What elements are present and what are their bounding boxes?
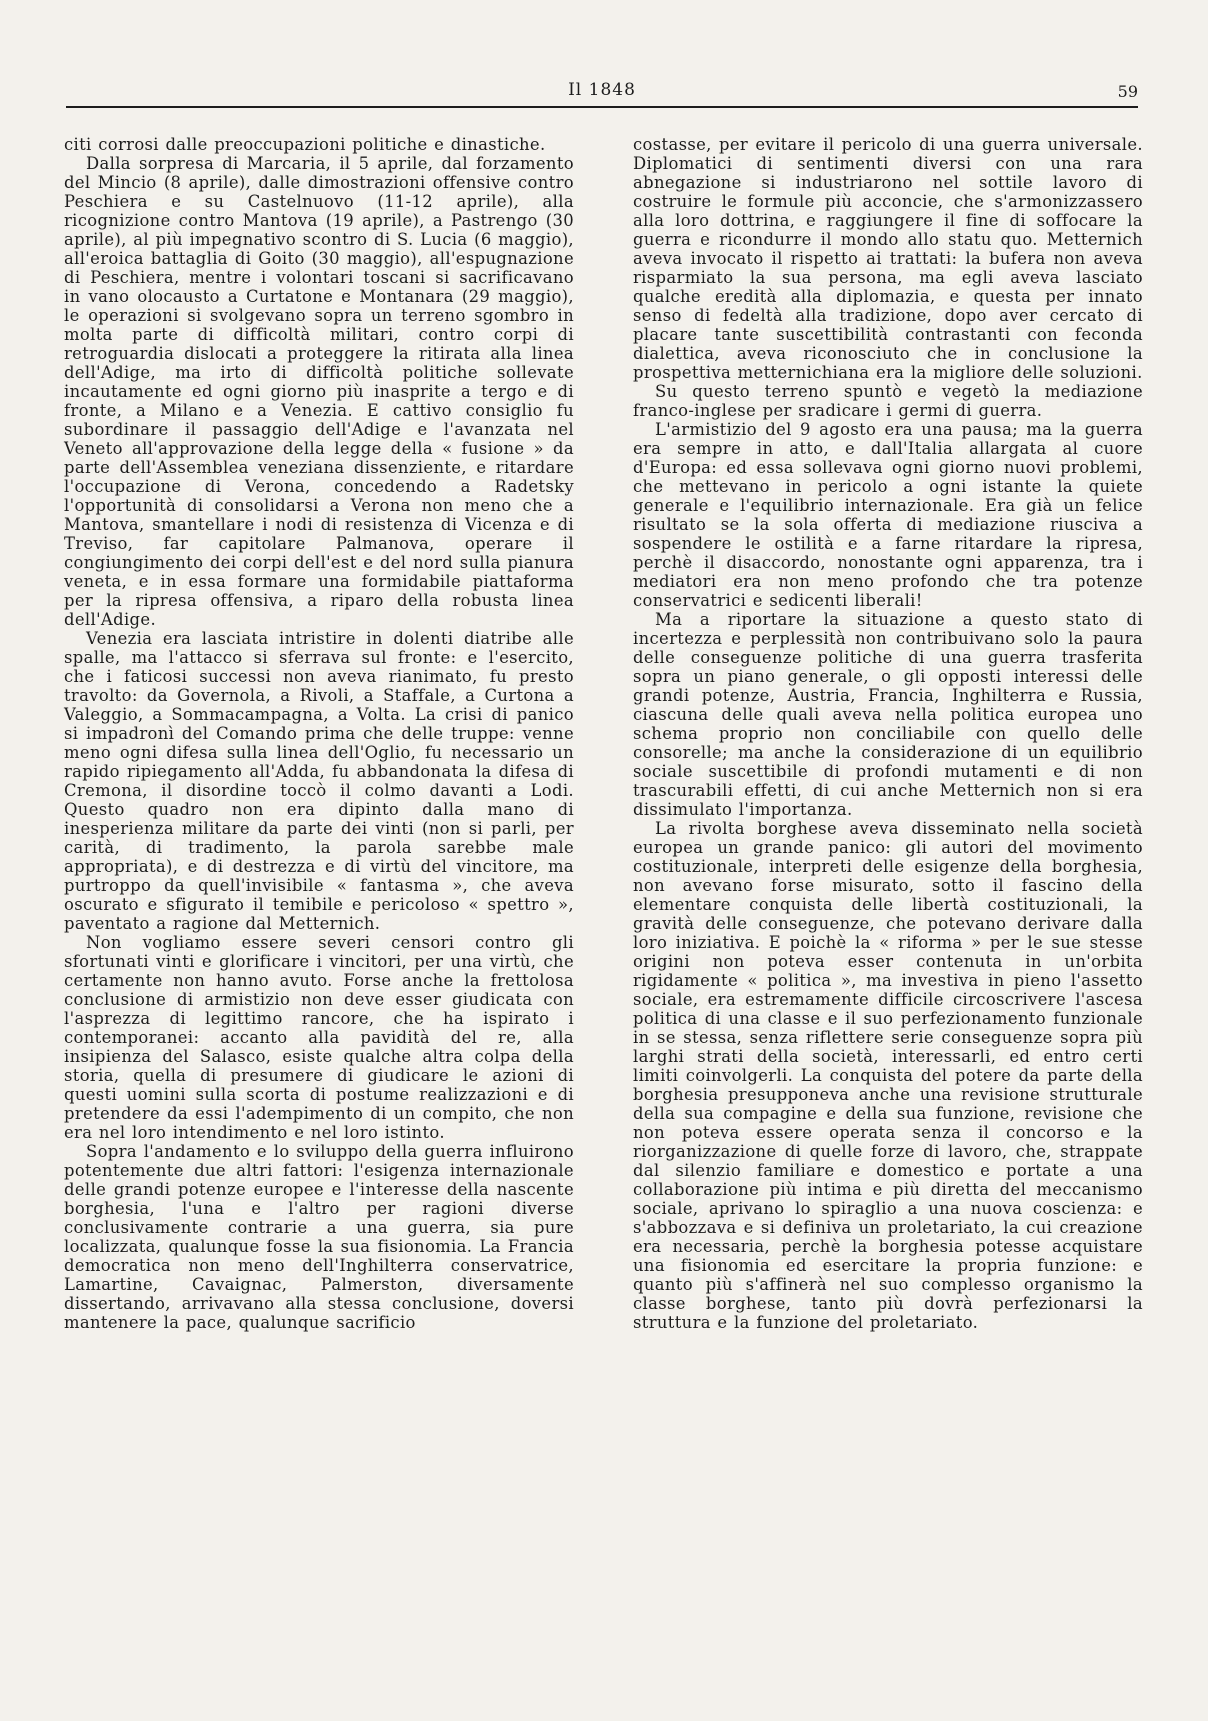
page-title: Il 1848 (568, 80, 636, 100)
page-number: 59 (1117, 82, 1138, 101)
paragraph: Venezia era lasciata intristire in dolenti diatribe alle spalle, ma l'attacco si sferrava sul fronte: e l'esercito, che i faticosi successi non aveva rianimato, fu presto travolto: da Governola, a Rivoli, a Staffale, a Curtona a Valeggio, a Sommacampagna, a Volta. La crisi di panico si impadronì del Comando prima che delle truppe: venne meno ogni difesa sulla linea dell'Oglio, fu necessario un rapido ripiegamento all'Adda, fu abbandonata la difesa di Cremona, il disordine toccò il colmo davanti a Lodi. Questo quadro non era dipinto dalla mano di inesperienza militare da parte dei vinti (non si parli, per carità, di tradimento, la parola sarebbe male appropriata), e di destrezza e di virtù del vincitore, ma purtroppo da quell'invisibile « fantasma », che aveva oscurato e sfigurato il temibile e pericoloso « spettro », paventato a ragione dal Metternich. (64, 629, 574, 933)
running-header (66, 78, 1138, 108)
paragraph: Non vogliamo essere severi censori contro gli sfortunati vinti e glorificare i vincitori, per una virtù, che certamente non hanno avuto. Forse anche la frettolosa conclusione di armistizio non deve esser giudicata con l'asprezza di legittimo rancore, che ha ispirato i contemporanei: accanto alla pavidità del re, alla insipienza del Salasco, esiste qualche altra colpa della storia, quella di presumere di giudicare le azioni di questi uomini sulla scorta di postume realizzazioni e di pretendere da essi l'adempimento di un compito, che non era nel loro intendimento e nel loro istinto. (64, 933, 574, 1142)
paragraph: Sopra l'andamento e lo sviluppo della guerra influirono potentemente due altri fattori: l'esigenza internazionale delle grandi potenze europee e l'interesse della nascente borghesia, l'una e l'altro per ragioni diverse conclusivamente contrarie a una guerra, sia pure localizzata, qualunque fosse la sua fisionomia. La Francia democratica non meno dell'Inghilterra conservatrice, Lamartine, Cavaignac, Palmerston, diversamente dissertando, arrivavano alla stessa conclusione, doversi mantenere la pace, qualunque sacrificio (64, 1142, 574, 1332)
paragraph: citi corrosi dalle preoccupazioni politiche e dinastiche. (64, 135, 546, 154)
paragraph: Ma a riportare la situazione a questo stato di incertezza e perplessità non contribuivano solo la paura delle conseguenze politiche di una guerra trasferita sopra un piano generale, o gli opposti interessi delle grandi potenze, Austria, Francia, Inghilterra e Russia, ciascuna delle quali aveva nella politica europea uno schema proprio non conciliabile con quello delle consorelle; ma anche la considerazione di un equilibrio sociale suscettibile di profondi mutamenti e di non trascurabili effetti, di cui anche Metternich non si era dissimulato l'importanza. (633, 610, 1143, 819)
paragraph: L'armistizio del 9 agosto era una pausa; ma la guerra era sempre in atto, e dall'Italia allargata al cuore d'Europa: ed essa sollevava ogni giorno nuovi problemi, che mettevano in pericolo a ogni istante la quiete generale e l'equilibrio internazionale. Era già un felice risultato se la sola offerta di mediazione riusciva a sospendere le ostilità e a farne ritardare la ripresa, perchè il disaccordo, nonostante ogni apparenza, tra i mediatori era non meno profondo che tra potenze conservatrici e sedicenti liberali! (633, 420, 1143, 610)
right-column (633, 135, 1143, 1332)
left-column (64, 135, 574, 1332)
paragraph: costasse, per evitare il pericolo di una guerra universale. Diplomatici di sentimenti diversi con una rara abnegazione si industriarono nel sottile lavoro di costruire le formule più acconcie, che s'armonizzassero alla loro dottrina, e raggiungere il fine di soffocare la guerra e ricondurre il mondo allo statu quo. Metternich aveva invocato il rispetto ai trattati: la bufera non aveva risparmiato la sua persona, ma egli aveva lasciato qualche eredità alla diplomazia, e questa per innato senso di fedeltà alla tradizione, dopo aver cercato di placare tante suscettibilità contrastanti con feconda dialettica, aveva riconosciuto che in conclusione la prospettiva metternichiana era la migliore delle soluzioni. (633, 135, 1143, 382)
paragraph: La rivolta borghese aveva disseminato nella società europea un grande panico: gli autori del movimento costituzionale, interpreti delle esigenze della borghesia, non avevano forse misurato, sotto il fascino della elementare conquista delle libertà costituzionali, la gravità delle conseguenze, che potevano derivare dalla loro iniziativa. E poichè la « riforma » per le sue stesse origini non poteva esser contenuta in un'orbita rigidamente « politica », ma investiva in pieno l'assetto sociale, era estremamente difficile circoscrivere l'ascesa politica di una classe e il suo perfezionamento funzionale in se stessa, senza riflettere serie conseguenze sopra più larghi strati della società, interessarli, ed entro certi limiti coinvolgerli. La conquista del potere da parte della borghesia presupponeva anche una revisione strutturale della sua compagine e della sua funzione, revisione che non poteva essere operata senza il concorso e la riorganizzazione di quelle forze di lavoro, che, strappate dal silenzio familiare e domestico e portate a una collaborazione più intima e più diretta del meccanismo sociale, aprivano lo spiraglio a una nuova coscienza: e s'abbozzava e si definiva un proletariato, la cui creazione era necessaria, perchè la borghesia potesse acquistare una fisionomia ed esercitare la propria funzione: e quanto più s'affinerà nel suo complesso organismo la classe borghese, tanto più dovrà perfezionarsi la struttura e la funzione del proletariato. (633, 819, 1143, 1332)
paragraph: Su questo terreno spuntò e vegetò la mediazione franco-inglese per sradicare i germi di guerra. (633, 382, 1143, 420)
paragraph: Dalla sorpresa di Marcaria, il 5 aprile, dal forzamento del Mincio (8 aprile), dalle dimostrazioni offensive contro Peschiera e su Castelnuovo (11-12 aprile), alla ricognizione contro Mantova (19 aprile), a Pastrengo (30 aprile), al più impegnativo scontro di S. Lucia (6 maggio), all'eroica battaglia di Goito (30 maggio), all'espugnazione di Peschiera, mentre i volontari toscani si sacrificavano in vano olocausto a Curtatone e Montanara (29 maggio), le operazioni si svolgevano sopra un terreno sgombro in molta parte di difficoltà militari, contro corpi di retroguardia dislocati a proteggere la ritirata alla linea dell'Adige, ma irto di difficoltà politiche sollevate incautamente ed ogni giorno più inasprite a tergo e di fronte, a Milano e a Venezia. E cattivo consiglio fu subordinare il passaggio dell'Adige e l'avanzata nel Veneto all'approvazione della legge della « fusione » da parte dell'Assemblea veneziana dissenziente, e ritardare l'occupazione di Verona, concedendo a Radetsky l'opportunità di consolidarsi a Verona non meno che a Mantova, smantellare i nodi di resistenza di Vicenza e di Treviso, far capitolare Palmanova, operare il congiungimento dei corpi dell'est e del nord sulla pianura veneta, e in essa formare una formidabile piattaforma per la ripresa offensiva, a riparo della robusta linea dell'Adige. (64, 154, 574, 629)
